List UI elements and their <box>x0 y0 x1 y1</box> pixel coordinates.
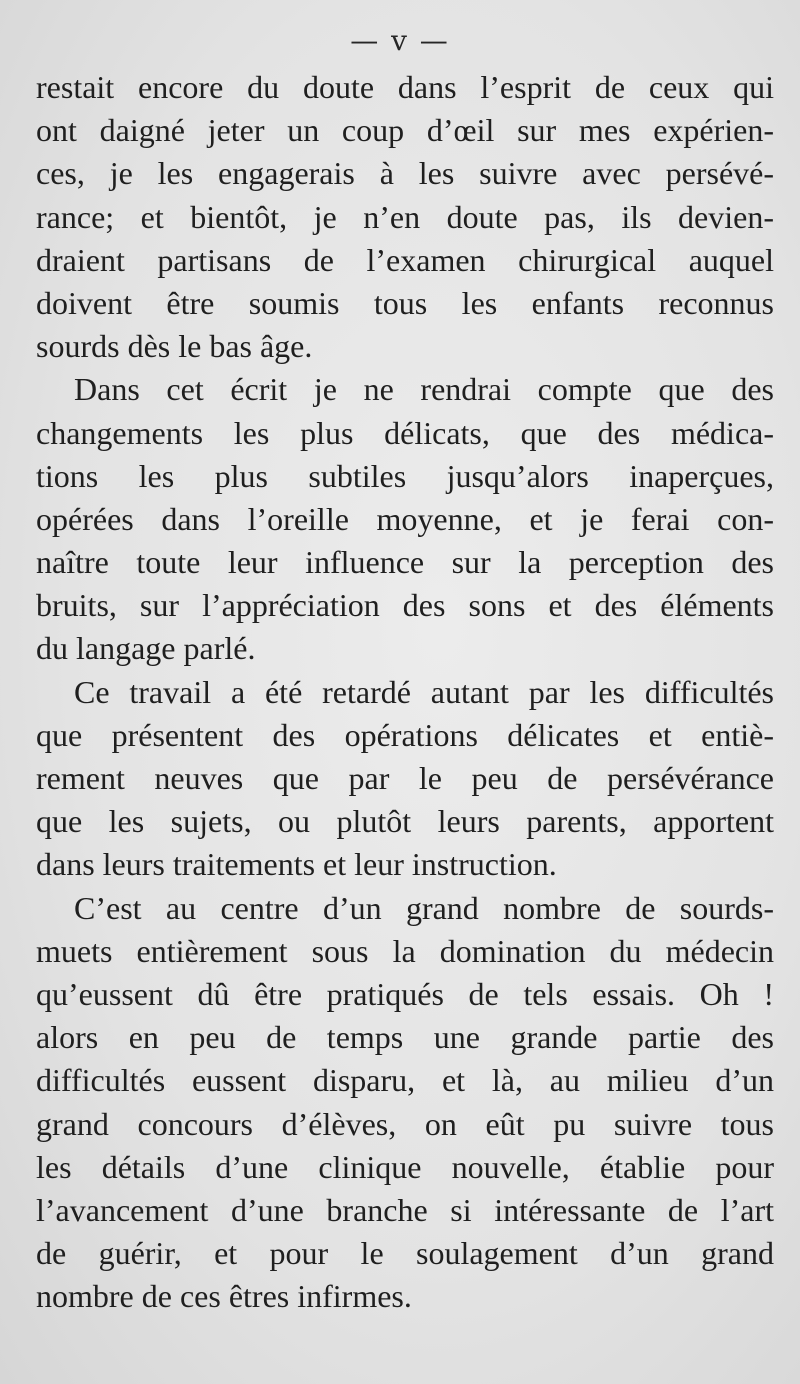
text-line: les détails d’une clinique nouvelle, établie pour <box>36 1148 774 1185</box>
text-line: dans leurs traitements et leur instruction. <box>36 846 557 883</box>
text-line: du langage parlé. <box>36 630 256 667</box>
text-line: restait encore du doute dans l’esprit de ceux qui <box>36 69 774 105</box>
text-line: l’avancement d’une branche si intéressante de l’art <box>36 1191 774 1228</box>
text-line: sourds dès le bas âge. <box>36 328 313 365</box>
text-line: C’est au centre d’un grand nombre de sourds- <box>74 889 774 926</box>
text-line: de guérir, et pour le soulagement d’un grand <box>36 1235 774 1272</box>
text-line: qu’eussent dû être pratiqués de tels essais. Oh ! <box>36 975 774 1012</box>
text-line: Ce travail a été retardé autant par les difficultés <box>74 673 774 710</box>
text-line: doivent être soumis tous les enfants reconnus <box>36 284 774 321</box>
text-line: changements les plus délicats, que des médica- <box>36 414 774 451</box>
paragraph-3 <box>36 671 774 887</box>
text-line: muets entièrement sous la domination du médecin <box>36 932 774 969</box>
text-line: tions les plus subtiles jusqu’alors inaperçues, <box>36 457 774 494</box>
paragraph-1 <box>36 66 774 368</box>
text-line: Dans cet écrit je ne rendrai compte que des <box>74 371 774 408</box>
text-line: grand concours d’élèves, on eût pu suivre tous <box>36 1105 774 1142</box>
text-line: difficultés eussent disparu, et là, au milieu d’un <box>36 1062 774 1099</box>
text-line: bruits, sur l’appréciation des sons et des éléments <box>36 587 774 624</box>
text-line: alors en peu de temps une grande partie des <box>36 1019 774 1056</box>
text-line: draient partisans de l’examen chirurgical auquel <box>36 241 774 278</box>
text-line: naître toute leur influence sur la perception des <box>36 544 774 581</box>
text-line: ces, je les engagerais à les suivre avec persévé- <box>36 155 774 192</box>
text-line: opérées dans l’oreille moyenne, et je ferai con- <box>36 500 774 537</box>
text-line: rance; et bientôt, je n’en doute pas, ils devien- <box>36 198 774 235</box>
text-line: que présentent des opérations délicates et entiè- <box>36 716 774 753</box>
text-line: ont daigné jeter un coup d’œil sur mes expérien- <box>36 112 774 149</box>
paragraph-4 <box>36 887 774 1319</box>
paragraph-2 <box>36 368 774 670</box>
page-number: — v — <box>350 24 450 57</box>
body-text <box>36 66 774 1318</box>
text-line: rement neuves que par le peu de persévérance <box>36 760 774 796</box>
text-line: que les sujets, ou plutôt leurs parents, apportent <box>36 803 774 840</box>
text-line: nombre de ces êtres infirmes. <box>36 1278 412 1315</box>
